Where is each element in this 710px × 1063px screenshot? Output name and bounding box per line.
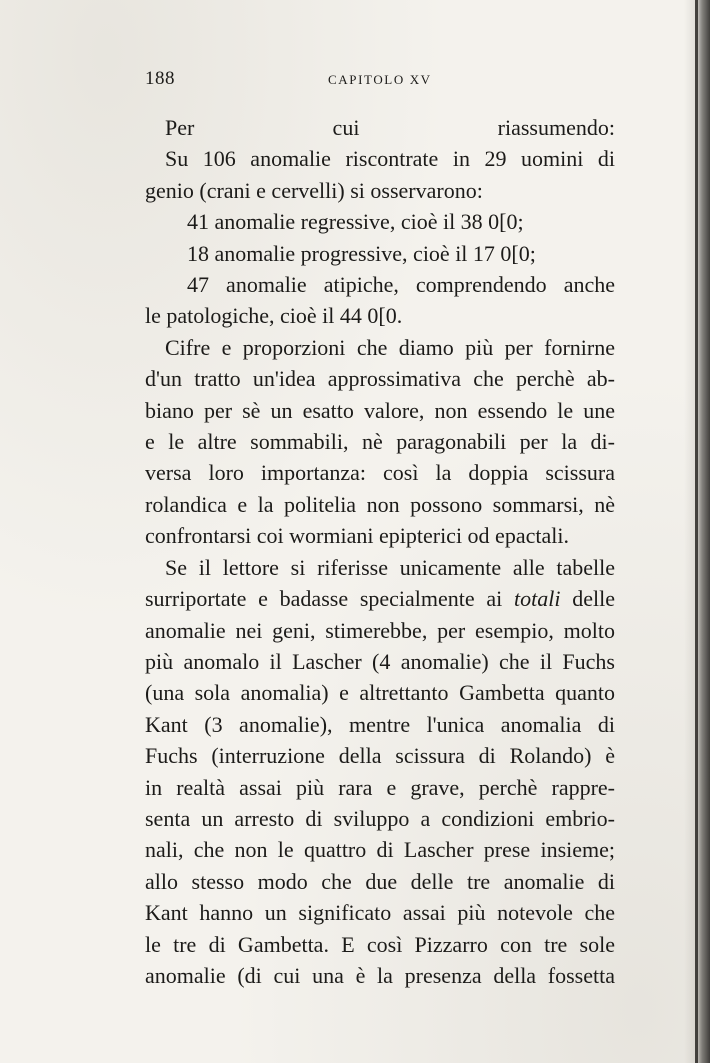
text-line: anomalie nei geni, stimerebbe, per esempio, molto xyxy=(145,617,615,643)
text-line: 41 anomalie regressive, cioè il 38 0[0; xyxy=(187,209,524,235)
text-line: in realtà assai più rara e grave, perchè rappre- xyxy=(145,774,615,800)
running-title: CAPITOLO XV xyxy=(328,72,432,87)
text-line: 47 anomalie atipiche, comprendendo anche xyxy=(187,272,615,298)
text-line: più anomalo il Lascher (4 anomalie) che il Fuchs xyxy=(145,648,615,674)
page-number: 188 xyxy=(145,68,175,89)
text-line: Su 106 anomalie riscontrate in 29 uomini di xyxy=(165,146,615,172)
text-line: confrontarsi coi wormiani epipterici od epactali. xyxy=(145,523,569,549)
binding-edge xyxy=(695,0,698,1063)
text-line: Kant hanno un significato assai più notevole che xyxy=(145,900,615,926)
text-line: d'un tratto un'idea approssimativa che perchè ab- xyxy=(145,366,615,392)
text-line: (una sola anomalia) e altrettanto Gambetta quanto xyxy=(145,680,615,706)
text-line: biano per sè un esatto valore, non essendo le une xyxy=(145,397,615,423)
text-line: Cifre e proporzioni che diamo più per fornirne xyxy=(165,334,615,360)
text-line: Per cui riassumendo: xyxy=(165,115,615,140)
text-line: le tre di Gambetta. E così Pizzarro con tre sole xyxy=(145,931,615,957)
text-line: Kant (3 anomalie), mentre l'unica anomalia di xyxy=(145,711,615,737)
text-line: le patologiche, cioè il 44 0[0. xyxy=(145,303,403,329)
text-line-with-italic xyxy=(145,583,615,614)
italic-word-totali: totali xyxy=(514,586,561,612)
text-line: allo stesso modo che due delle tre anomalie di xyxy=(145,868,615,894)
text-fragment: surriportate e badasse specialmente ai xyxy=(145,586,515,612)
text-line: Se il lettore si riferisse unicamente alle tabelle xyxy=(165,554,615,580)
text-line: genio (crani e cervelli) si osservarono: xyxy=(145,177,483,203)
text-fragment: delle xyxy=(560,586,615,612)
text-line: senta un arresto di sviluppo a condizioni embrio- xyxy=(145,805,615,831)
text-line: Fuchs (interruzione della scissura di Rolando) è xyxy=(145,743,615,769)
text-line: e le altre sommabili, nè paragonabili per la di- xyxy=(145,429,615,455)
text-line: rolandica e la politelia non possono sommarsi, nè xyxy=(145,491,615,517)
text-line: nali, che non le quattro di Lascher prese insieme; xyxy=(145,837,615,863)
text-line: 18 anomalie progressive, cioè il 17 0[0; xyxy=(187,240,536,266)
text-line: anomalie (di cui una è la presenza della fossetta xyxy=(145,962,615,988)
page-header xyxy=(145,68,475,92)
text-line: versa loro importanza: così la doppia scissura xyxy=(145,460,615,486)
body-text xyxy=(145,112,615,991)
